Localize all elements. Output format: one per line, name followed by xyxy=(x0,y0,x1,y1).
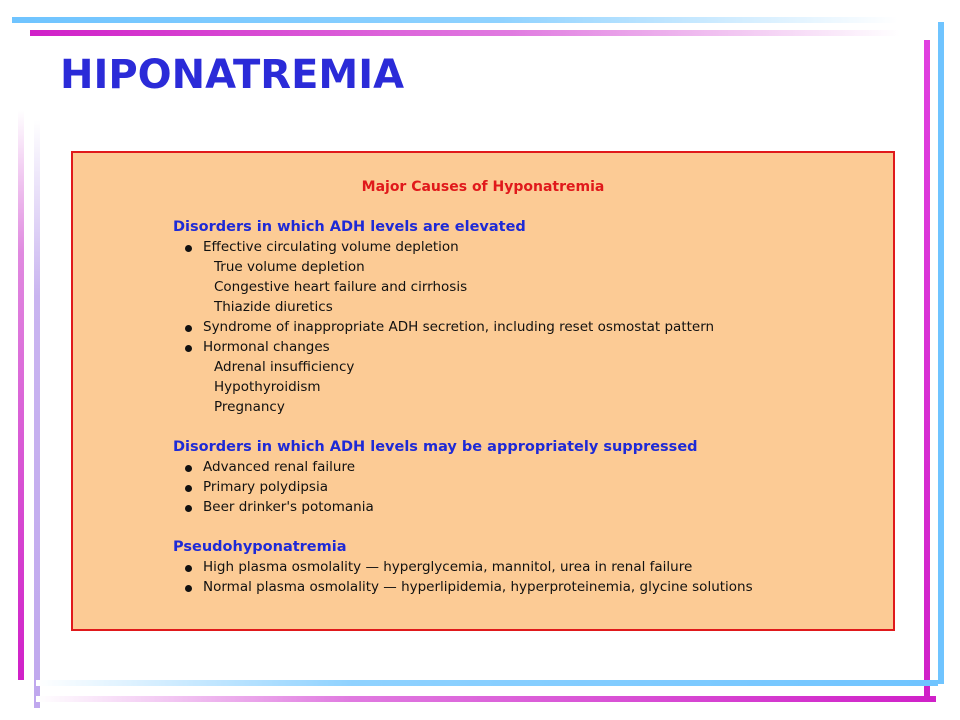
section-heading-pseudohyponatremia: Pseudohyponatremia xyxy=(173,539,347,555)
bottom-magenta-bar xyxy=(36,696,936,702)
list-item: Syndrome of inappropriate ADH secretion, including reset osmostat pattern xyxy=(203,319,715,335)
list-item: Normal plasma osmolality — hyperlipidemia, hyperproteinemia, glycine solutions xyxy=(203,579,753,595)
bullet xyxy=(185,465,192,472)
sub-item: Thiazide diuretics xyxy=(214,299,333,315)
bullet xyxy=(185,585,192,592)
sub-item: True volume depletion xyxy=(214,259,365,275)
left-lavender-bar xyxy=(34,120,40,708)
page-title: HIPONATREMIA xyxy=(60,52,405,98)
list-item: Effective circulating volume depletion xyxy=(203,239,459,255)
bullet xyxy=(185,325,192,332)
list-item: Primary polydipsia xyxy=(203,479,328,495)
bullet xyxy=(185,245,192,252)
bullet xyxy=(185,565,192,572)
top-magenta-bar xyxy=(30,30,900,36)
list-item: Beer drinker's potomania xyxy=(203,499,374,515)
bullet xyxy=(185,485,192,492)
bottom-cyan-bar xyxy=(36,680,938,686)
sub-item: Pregnancy xyxy=(214,399,285,415)
list-item: High plasma osmolality — hyperglycemia, mannitol, urea in renal failure xyxy=(203,559,693,575)
section-heading-adh-suppressed: Disorders in which ADH levels may be appropriately suppressed xyxy=(173,439,698,455)
sub-item: Adrenal insufficiency xyxy=(214,359,355,375)
bullet xyxy=(185,505,192,512)
list-item: Hormonal changes xyxy=(203,339,330,355)
right-magenta-bar xyxy=(924,40,930,696)
sub-item: Congestive heart failure and cirrhosis xyxy=(214,279,468,295)
top-cyan-bar xyxy=(12,17,898,23)
panel-title: Major Causes of Hyponatremia xyxy=(361,179,605,195)
bullet xyxy=(185,345,192,352)
list-item: Advanced renal failure xyxy=(203,459,356,475)
left-magenta-bar xyxy=(18,110,24,680)
sub-item: Hypothyroidism xyxy=(214,379,321,395)
right-cyan-bar xyxy=(938,22,944,684)
causes-panel xyxy=(71,151,895,631)
section-heading-adh-elevated: Disorders in which ADH levels are elevated xyxy=(173,219,526,235)
